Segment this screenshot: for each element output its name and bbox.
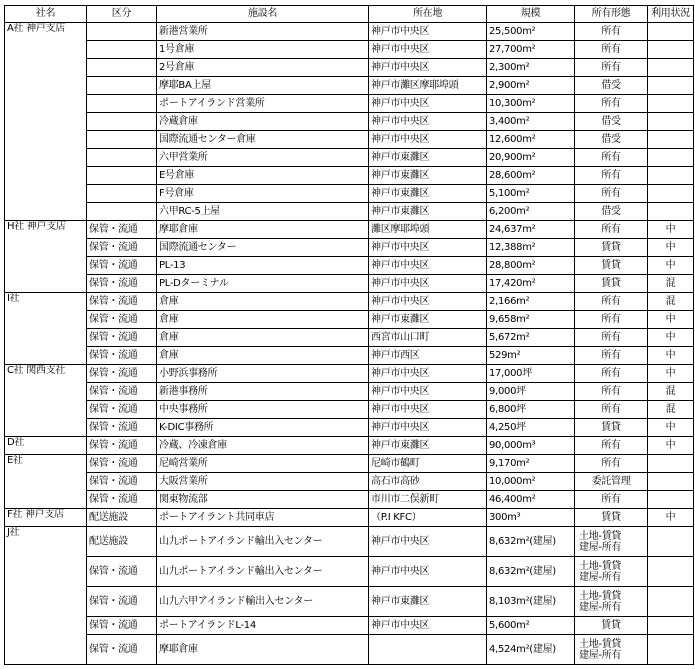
header-scale: 規模: [487, 6, 575, 23]
scale-cell: 3,400m²: [487, 113, 575, 131]
location-cell: （P.I KFC）: [369, 509, 487, 527]
ownership-cell: 所有: [575, 59, 648, 77]
table-row: [5, 527, 694, 557]
usage-cell: 中: [648, 365, 694, 383]
usage-cell: 中: [648, 509, 694, 527]
table-row: [5, 347, 694, 365]
ownership-cell: 委託管理: [575, 473, 648, 491]
ownership-cell: 借受: [575, 131, 648, 149]
usage-cell: [648, 203, 694, 221]
ownership-line: 土地-賃貸: [579, 638, 622, 650]
ownership-line: 土地-賃貸: [579, 590, 622, 602]
table-row: [5, 419, 694, 437]
table-row: [5, 491, 694, 509]
company-cell: H社 神戸支店: [5, 221, 87, 293]
location-cell: 神戸市東灘区: [369, 185, 487, 203]
scale-cell: 28,800m²: [487, 257, 575, 275]
ownership-cell: [575, 587, 648, 617]
company-cell: A社 神戸支店: [5, 23, 87, 221]
usage-cell: 中: [648, 437, 694, 455]
ownership-cell: 所有: [575, 329, 648, 347]
category-cell: 保管・流通: [87, 221, 157, 239]
scale-cell: 300m³: [487, 509, 575, 527]
location-cell: 神戸市中央区: [369, 131, 487, 149]
category-cell: [87, 167, 157, 185]
table-body: [5, 23, 694, 665]
scale-cell: 24,637m²: [487, 221, 575, 239]
facility-cell: ポートアイランドL-14: [157, 617, 369, 635]
scale-cell: 6,200m²: [487, 203, 575, 221]
category-cell: 保管・流通: [87, 617, 157, 635]
usage-cell: [648, 455, 694, 473]
facility-cell: 1号倉庫: [157, 41, 369, 59]
facility-cell: 中央事務所: [157, 401, 369, 419]
scale-cell: 8,632m²(建屋): [487, 557, 575, 587]
category-cell: [87, 149, 157, 167]
category-cell: 保管・流通: [87, 311, 157, 329]
facility-cell: 小野浜事務所: [157, 365, 369, 383]
table-row: [5, 59, 694, 77]
scale-cell: 9,170m²: [487, 455, 575, 473]
table-row: [5, 131, 694, 149]
facility-cell: 摩耶BA上屋: [157, 77, 369, 95]
usage-cell: [648, 617, 694, 635]
company-cell: E社: [5, 455, 87, 509]
table-row: [5, 185, 694, 203]
location-cell: 神戸市中央区: [369, 293, 487, 311]
category-cell: [87, 185, 157, 203]
scale-cell: 2,300m²: [487, 59, 575, 77]
table-row: [5, 113, 694, 131]
table-row: [5, 203, 694, 221]
facility-cell: ポートアイランド営業所: [157, 95, 369, 113]
facility-cell: PL-13: [157, 257, 369, 275]
location-cell: 神戸市東灘区: [369, 149, 487, 167]
category-cell: 保管・流通: [87, 293, 157, 311]
scale-cell: 529m²: [487, 347, 575, 365]
table-row: [5, 401, 694, 419]
scale-cell: 6,800坪: [487, 401, 575, 419]
category-cell: [87, 203, 157, 221]
header-usage: 利用状況: [648, 6, 694, 23]
ownership-cell: 所有: [575, 401, 648, 419]
table-row: [5, 293, 694, 311]
usage-cell: 中: [648, 239, 694, 257]
facility-table: [4, 5, 694, 665]
category-cell: 保管・流通: [87, 635, 157, 665]
ownership-line: 建屋-所有: [579, 649, 622, 661]
table-row: [5, 383, 694, 401]
location-cell: 神戸市中央区: [369, 383, 487, 401]
facility-cell: 冷蔵倉庫: [157, 113, 369, 131]
facility-cell: 国際流通センター倉庫: [157, 131, 369, 149]
facility-cell: PL-Dターミナル: [157, 275, 369, 293]
ownership-cell: 所有: [575, 383, 648, 401]
header-row: [5, 6, 694, 23]
scale-cell: 28,600m²: [487, 167, 575, 185]
usage-cell: 中: [648, 257, 694, 275]
category-cell: 保管・流通: [87, 347, 157, 365]
usage-cell: 中: [648, 347, 694, 365]
table-row: [5, 257, 694, 275]
usage-cell: [648, 635, 694, 665]
scale-cell: 2,166m²: [487, 293, 575, 311]
usage-cell: [648, 41, 694, 59]
table-row: [5, 23, 694, 41]
usage-cell: [648, 59, 694, 77]
ownership-cell: 所有: [575, 185, 648, 203]
location-cell: 神戸市中央区: [369, 617, 487, 635]
usage-cell: 中: [648, 419, 694, 437]
category-cell: 保管・流通: [87, 587, 157, 617]
table-row: [5, 77, 694, 95]
ownership-cell: [575, 557, 648, 587]
table-row: [5, 95, 694, 113]
ownership-cell: 所有: [575, 365, 648, 383]
category-cell: 保管・流通: [87, 401, 157, 419]
location-cell: 神戸市東灘区: [369, 167, 487, 185]
facility-cell: 冷蔵、冷凍倉庫: [157, 437, 369, 455]
scale-cell: 27,700m²: [487, 41, 575, 59]
location-cell: 神戸市中央区: [369, 95, 487, 113]
location-cell: 神戸市中央区: [369, 419, 487, 437]
table-row: [5, 587, 694, 617]
scale-cell: 12,388m²: [487, 239, 575, 257]
location-cell: 神戸市東灘区: [369, 311, 487, 329]
ownership-cell: 所有: [575, 95, 648, 113]
table-row: [5, 557, 694, 587]
usage-cell: 中: [648, 311, 694, 329]
table-row: [5, 455, 694, 473]
category-cell: [87, 113, 157, 131]
location-cell: 神戸市灘区摩耶埠頭: [369, 77, 487, 95]
facility-cell: 新港事務所: [157, 383, 369, 401]
facility-cell: 山九六甲アイランド輸出入センター: [157, 587, 369, 617]
ownership-cell: 所有: [575, 491, 648, 509]
scale-cell: 2,900m²: [487, 77, 575, 95]
ownership-cell: 賃貸: [575, 509, 648, 527]
location-cell: 神戸市中央区: [369, 41, 487, 59]
header-company: 社名: [5, 6, 87, 23]
table-row: [5, 167, 694, 185]
ownership-cell: 賃貸: [575, 419, 648, 437]
usage-cell: 混: [648, 293, 694, 311]
facility-cell: 国際流通センター: [157, 239, 369, 257]
scale-cell: 9,658m²: [487, 311, 575, 329]
ownership-line: 建屋-所有: [579, 571, 622, 583]
table-row: [5, 635, 694, 665]
ownership-cell: 所有: [575, 311, 648, 329]
table-row: [5, 473, 694, 491]
usage-cell: 混: [648, 275, 694, 293]
usage-cell: [648, 557, 694, 587]
ownership-cell: 借受: [575, 113, 648, 131]
usage-cell: [648, 95, 694, 113]
company-cell: F社 神戸支店: [5, 509, 87, 527]
category-cell: 保管・流通: [87, 365, 157, 383]
table-row: [5, 221, 694, 239]
ownership-cell: 所有: [575, 149, 648, 167]
category-cell: [87, 131, 157, 149]
location-cell: 神戸市中央区: [369, 257, 487, 275]
location-cell: [369, 635, 487, 665]
usage-cell: [648, 167, 694, 185]
ownership-cell: 所有: [575, 41, 648, 59]
facility-cell: ポートアイラント共同車店: [157, 509, 369, 527]
facility-cell: 大阪営業所: [157, 473, 369, 491]
facility-cell: 倉庫: [157, 293, 369, 311]
ownership-cell: 所有: [575, 437, 648, 455]
table-row: [5, 149, 694, 167]
location-cell: 神戸市中央区: [369, 527, 487, 557]
ownership-cell: 所有: [575, 23, 648, 41]
usage-cell: [648, 527, 694, 557]
category-cell: 保管・流通: [87, 473, 157, 491]
location-cell: 神戸市東灘区: [369, 437, 487, 455]
location-cell: 神戸市中央区: [369, 23, 487, 41]
facility-cell: 関東物流部: [157, 491, 369, 509]
table-row: [5, 275, 694, 293]
scale-cell: 4,524m²(建屋): [487, 635, 575, 665]
scale-cell: 8,103m²(建屋): [487, 587, 575, 617]
ownership-cell: 借受: [575, 203, 648, 221]
facility-cell: 倉庫: [157, 329, 369, 347]
location-cell: 神戸市中央区: [369, 275, 487, 293]
usage-cell: 混: [648, 383, 694, 401]
header-location: 所在地: [369, 6, 487, 23]
ownership-cell: 所有: [575, 455, 648, 473]
category-cell: 保管・流通: [87, 557, 157, 587]
facility-cell: 山九ポートアイランド輸出入センター: [157, 527, 369, 557]
category-cell: 保管・流通: [87, 437, 157, 455]
location-cell: 神戸市中央区: [369, 113, 487, 131]
scale-cell: 5,672m²: [487, 329, 575, 347]
location-cell: 高石市高砂: [369, 473, 487, 491]
facility-cell: K-DIC事務所: [157, 419, 369, 437]
category-cell: 配送施設: [87, 527, 157, 557]
header-facility: 施設名: [157, 6, 369, 23]
usage-cell: [648, 185, 694, 203]
location-cell: 神戸市東灘区: [369, 203, 487, 221]
ownership-cell: 所有: [575, 293, 648, 311]
category-cell: [87, 59, 157, 77]
ownership-cell: 所有: [575, 221, 648, 239]
category-cell: [87, 41, 157, 59]
table-row: [5, 239, 694, 257]
location-cell: 神戸市中央区: [369, 239, 487, 257]
facility-cell: 倉庫: [157, 347, 369, 365]
usage-cell: [648, 149, 694, 167]
location-cell: 灘区摩耶埠頭: [369, 221, 487, 239]
table-row: [5, 41, 694, 59]
usage-cell: [648, 23, 694, 41]
scale-cell: 8,632m²(建屋): [487, 527, 575, 557]
table-row: [5, 509, 694, 527]
usage-cell: 中: [648, 221, 694, 239]
facility-cell: 新港営業所: [157, 23, 369, 41]
facility-cell: E号倉庫: [157, 167, 369, 185]
facility-cell: 倉庫: [157, 311, 369, 329]
ownership-line: 建屋-所有: [579, 601, 622, 613]
usage-cell: 混: [648, 401, 694, 419]
facility-cell: 摩耶倉庫: [157, 221, 369, 239]
category-cell: [87, 95, 157, 113]
location-cell: 西宮市山口町: [369, 329, 487, 347]
ownership-cell: 所有: [575, 347, 648, 365]
ownership-line: 土地-賃貸: [579, 530, 622, 542]
ownership-cell: [575, 635, 648, 665]
category-cell: 配送施設: [87, 509, 157, 527]
location-cell: 神戸市中央区: [369, 365, 487, 383]
table-row: [5, 617, 694, 635]
scale-cell: 17,420m²: [487, 275, 575, 293]
ownership-line: 土地-賃貸: [579, 560, 622, 572]
category-cell: 保管・流通: [87, 383, 157, 401]
usage-cell: [648, 587, 694, 617]
table-row: [5, 311, 694, 329]
facility-cell: 摩耶倉庫: [157, 635, 369, 665]
scale-cell: 25,500m²: [487, 23, 575, 41]
facility-cell: 尼崎営業所: [157, 455, 369, 473]
usage-cell: [648, 77, 694, 95]
location-cell: 神戸市東灘区: [369, 587, 487, 617]
facility-cell: 山九ポートアイランド輸出入センター: [157, 557, 369, 587]
table-row: [5, 437, 694, 455]
scale-cell: 10,000m²: [487, 473, 575, 491]
category-cell: 保管・流通: [87, 275, 157, 293]
facility-cell: 2号倉庫: [157, 59, 369, 77]
scale-cell: 46,400m²: [487, 491, 575, 509]
ownership-line: 賃貸: [601, 619, 621, 631]
ownership-cell: 賃貸: [575, 257, 648, 275]
company-cell: C社 関西支社: [5, 365, 87, 437]
usage-cell: [648, 131, 694, 149]
category-cell: 保管・流通: [87, 455, 157, 473]
table-row: [5, 329, 694, 347]
category-cell: 保管・流通: [87, 491, 157, 509]
location-cell: 神戸市中央区: [369, 401, 487, 419]
company-cell: J社: [5, 527, 87, 665]
location-cell: 市川市二俣新町: [369, 491, 487, 509]
scale-cell: 90,000m³: [487, 437, 575, 455]
facility-cell: 六甲営業所: [157, 149, 369, 167]
ownership-cell: 借受: [575, 77, 648, 95]
category-cell: [87, 23, 157, 41]
scale-cell: 10,300m²: [487, 95, 575, 113]
usage-cell: [648, 113, 694, 131]
location-cell: 尼崎市鶴町: [369, 455, 487, 473]
scale-cell: 17,000坪: [487, 365, 575, 383]
category-cell: 保管・流通: [87, 239, 157, 257]
usage-cell: 中: [648, 329, 694, 347]
table-row: [5, 365, 694, 383]
scale-cell: 5,100m²: [487, 185, 575, 203]
scale-cell: 20,900m²: [487, 149, 575, 167]
category-cell: 保管・流通: [87, 419, 157, 437]
ownership-cell: 賃貸: [575, 239, 648, 257]
location-cell: 神戸市西区: [369, 347, 487, 365]
facility-cell: F号倉庫: [157, 185, 369, 203]
location-cell: 神戸市中央区: [369, 59, 487, 77]
scale-cell: 4,250坪: [487, 419, 575, 437]
scale-cell: 12,600m²: [487, 131, 575, 149]
company-cell: I社: [5, 293, 87, 365]
header-ownership: 所有形態: [575, 6, 648, 23]
usage-cell: [648, 491, 694, 509]
ownership-cell: [575, 527, 648, 557]
ownership-line: 建屋-所有: [579, 541, 622, 553]
ownership-cell: 賃貸: [575, 275, 648, 293]
category-cell: 保管・流通: [87, 329, 157, 347]
scale-cell: 5,600m²: [487, 617, 575, 635]
scale-cell: 9,000坪: [487, 383, 575, 401]
company-cell: D社: [5, 437, 87, 455]
header-category: 区分: [87, 6, 157, 23]
category-cell: [87, 77, 157, 95]
location-cell: 神戸市中央区: [369, 557, 487, 587]
ownership-cell: 所有: [575, 167, 648, 185]
category-cell: 保管・流通: [87, 257, 157, 275]
facility-cell: 六甲RC-5上屋: [157, 203, 369, 221]
ownership-cell: [575, 617, 648, 635]
usage-cell: [648, 473, 694, 491]
